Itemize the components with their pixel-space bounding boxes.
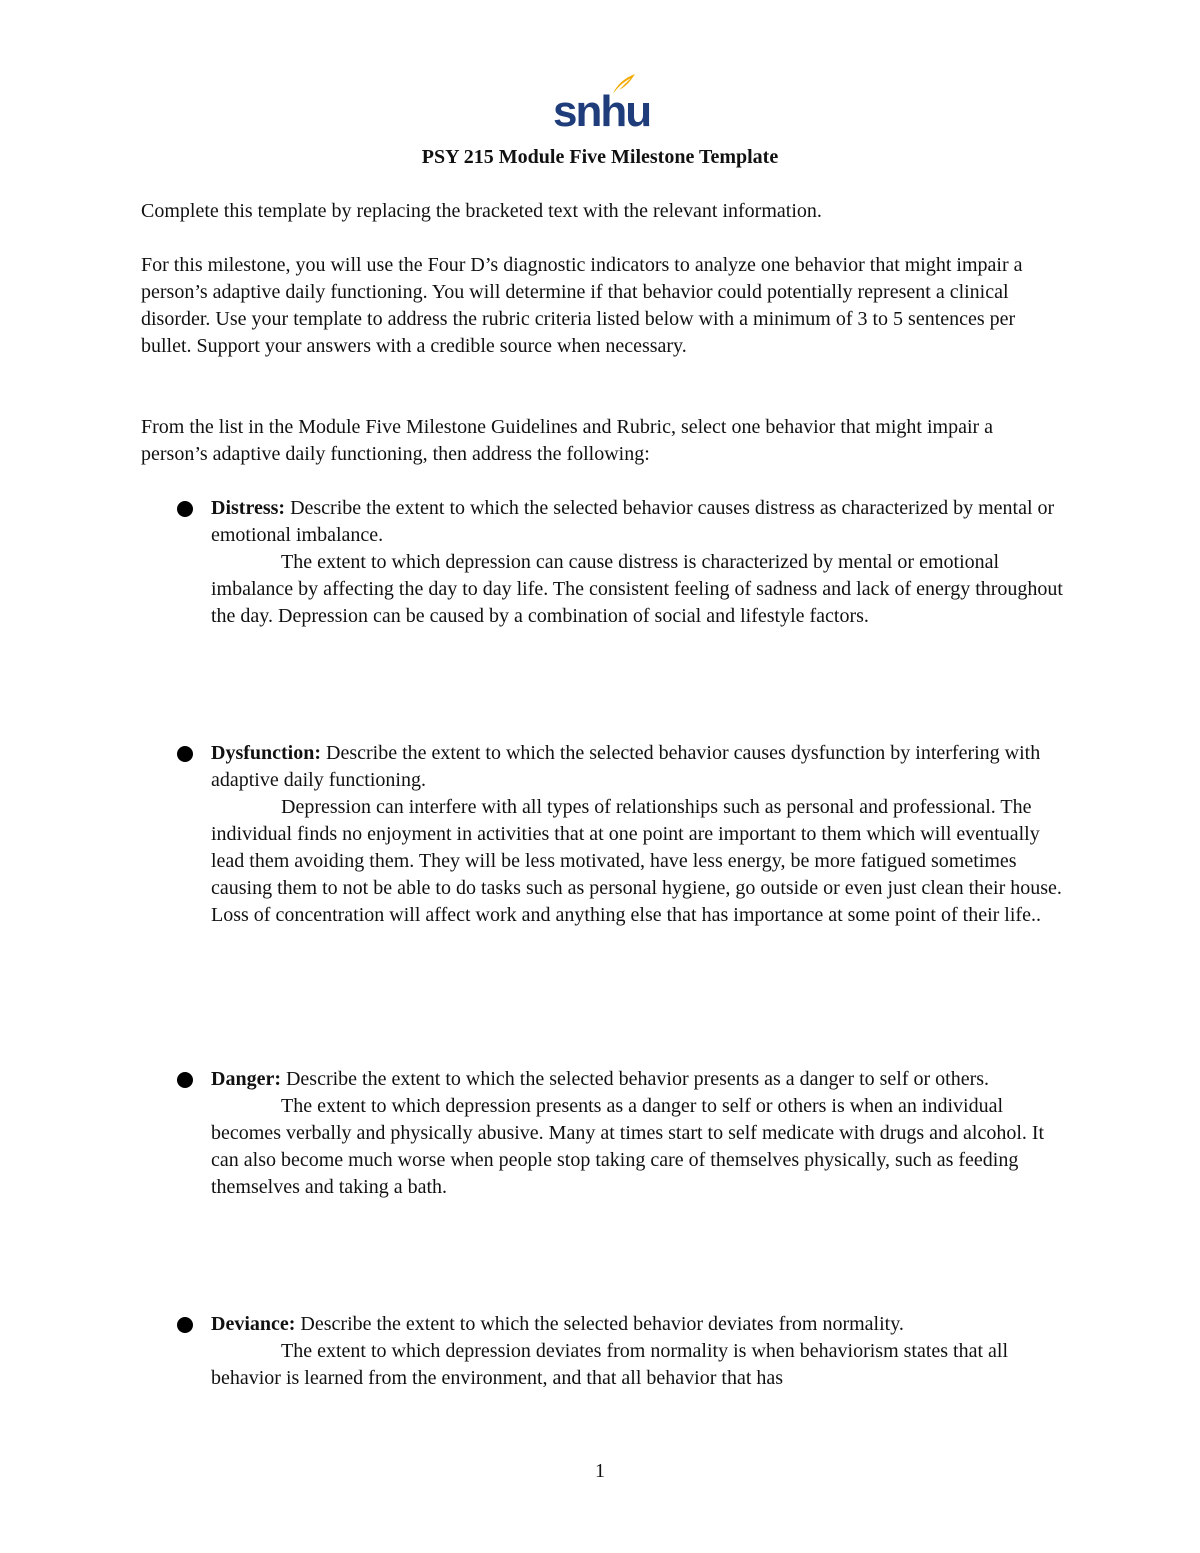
logo-wordmark: snhu (553, 87, 651, 136)
bullet-prompt-text: Describe the extent to which the selected behavior presents as a danger to self or others. (280, 1068, 990, 1090)
bullet-answer: The extent to which depression presents as a danger to self or others is when an individual becomes verbally and physically abusive. Many at times start to self medicate with drugs and alcohol. It can also become much worse when people stop taking care of themselves physically, such as feeding themselves and taking a bath. (211, 1095, 1045, 1198)
bullet-prompt-text: Describe the extent to which the selected behavior causes distress as characterized by mental or emotional imbalance. (211, 497, 1055, 546)
selection-paragraph: From the list in the Module Five Milestone Guidelines and Rubric, select one behavior that might impair a person’s adaptive daily functioning, then address the following: (141, 416, 994, 465)
bullet-prompt (211, 495, 1071, 549)
bullet-icon (177, 501, 193, 517)
bullet-icon (177, 1317, 193, 1333)
bullet-heading: Distress: (211, 497, 286, 519)
bullet-danger (211, 1066, 1071, 1201)
bullet-icon (177, 746, 193, 762)
bullet-heading: Danger: (211, 1068, 281, 1090)
bullet-dysfunction (211, 740, 1071, 929)
instructions-paragraph: For this milestone, you will use the Four D’s diagnostic indicators to analyze one behavior that might impair a person’s adaptive daily functioning. You will determine if that behavior could potentially represent a clinical disorder. Use your template to address the rubric criteria listed below with a minimum of 3 to 5 sentences per bullet. Support your answers with a credible source when necessary. (141, 254, 1023, 357)
bullet-icon (177, 1072, 193, 1088)
bullet-prompt-text: Describe the extent to which the selected behavior deviates from normality. (295, 1313, 904, 1335)
bullet-prompt (211, 1066, 1071, 1093)
snhu-logo (553, 72, 651, 136)
bullet-distress (211, 495, 1071, 630)
bullet-prompt (211, 1311, 1071, 1338)
bullet-heading: Deviance: (211, 1313, 296, 1335)
bullet-answer: The extent to which depression can cause distress is characterized by mental or emotional imbalance by affecting the day to day life. The consistent feeling of sadness and lack of energy throughout the day. Depression can be caused by a combination of social and lifestyle factors. (211, 551, 1063, 627)
bullet-answer: The extent to which depression deviates from normality is when behaviorism states that all behavior is learned from the environment, and that all behavior that has (211, 1340, 1009, 1389)
bullet-heading: Dysfunction: (211, 742, 322, 764)
bullet-answer: Depression can interfere with all types of relationships such as personal and professional. The individual finds no enjoyment in activities that at one point are important to them which will eventually lead them avoiding them. They will be less motivated, have less energy, be more fatigued sometimes causing them to not be able to do tasks such as personal hygiene, go outside or even just clean their house. Loss of concentration will affect work and anything else that has importance at some point of their life.. (211, 796, 1062, 926)
intro-paragraph: Complete this template by replacing the bracketed text with the relevant information. (141, 200, 822, 222)
page-number: 1 (595, 1460, 605, 1482)
bullet-deviance (211, 1311, 1071, 1392)
page-title: PSY 215 Module Five Milestone Template (421, 146, 779, 168)
bullet-prompt (211, 740, 1071, 794)
bullet-prompt-text: Describe the extent to which the selected behavior causes dysfunction by interfering with adaptive daily functioning. (211, 742, 1041, 791)
